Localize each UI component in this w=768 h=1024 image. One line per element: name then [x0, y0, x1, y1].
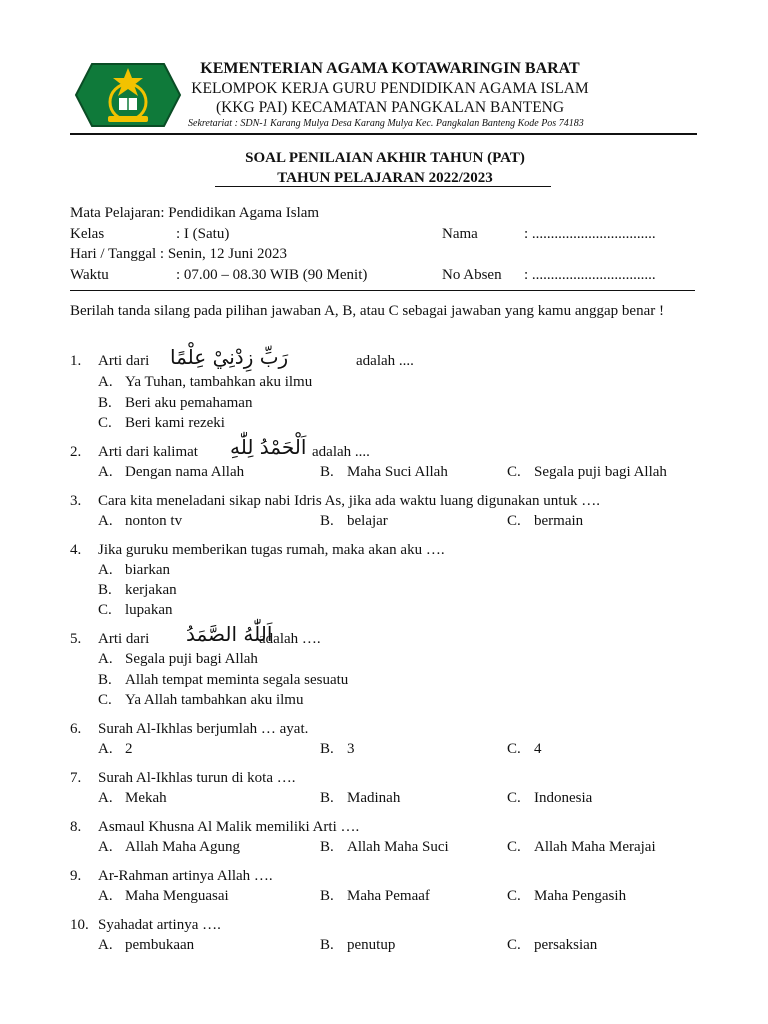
class-label: Kelas [70, 226, 105, 242]
question-text: Arti dari kalimat [98, 444, 198, 460]
time-value: : 07.00 – 08.30 WIB (90 Menit) [176, 267, 368, 283]
arabic-text: رَبِّ زِدْنِيْ عِلْمًا [170, 345, 289, 369]
subject: Mata Pelajaran: Pendidikan Agama Islam [70, 205, 320, 221]
option-letter: A. [98, 651, 113, 667]
option-text[interactable]: Indonesia [534, 790, 593, 806]
option-letter: B. [320, 741, 334, 757]
option-letter: C. [507, 464, 521, 480]
question-number: 10. [70, 917, 89, 933]
question-number: 6. [70, 721, 82, 737]
option-text[interactable]: belajar [347, 513, 388, 529]
time-label: Waktu [70, 267, 109, 283]
question-text: Syahadat artinya …. [98, 917, 221, 933]
instruction: Berilah tanda silang pada pilihan jawaban A, B, atau C sebagai jawaban yang kamu anggap benar ! [70, 303, 664, 319]
option-letter: C. [98, 692, 112, 708]
option-text[interactable]: biarkan [125, 562, 170, 578]
option-text[interactable]: persaksian [534, 937, 598, 953]
date: Hari / Tanggal : Senin, 12 Juni 2023 [70, 246, 287, 262]
option-letter: B. [320, 839, 334, 855]
question-text: Jika guruku memberikan tugas rumah, maka akan aku …. [98, 542, 445, 558]
option-text[interactable]: penutup [347, 937, 396, 953]
option-text[interactable]: Maha Menguasai [125, 888, 229, 904]
option-text[interactable]: Ya Allah tambahkan aku ilmu [125, 692, 304, 708]
question-text: Cara kita meneladani sikap nabi Idris As, jika ada waktu luang digunakan untuk …. [98, 493, 600, 509]
option-text[interactable]: Mekah [125, 790, 167, 806]
header-ministry: KEMENTERIAN AGAMA KOTAWARINGIN BARAT [200, 60, 580, 77]
option-letter: A. [98, 790, 113, 806]
title-underline [215, 186, 551, 187]
option-text[interactable]: Beri kami rezeki [125, 415, 225, 431]
option-text[interactable]: lupakan [125, 602, 173, 618]
option-text[interactable]: 2 [125, 741, 133, 757]
option-letter: B. [320, 464, 334, 480]
header-divider [70, 133, 697, 135]
option-text[interactable]: nonton tv [125, 513, 183, 529]
option-text[interactable]: Allah Maha Suci [347, 839, 449, 855]
option-letter: C. [507, 741, 521, 757]
option-text[interactable]: Dengan nama Allah [125, 464, 245, 480]
arabic-text: اَللّٰهُ الصَّمَدُ [186, 622, 273, 646]
absen-field[interactable]: : ................................. [524, 267, 656, 283]
option-text[interactable]: Segala puji bagi Allah [534, 464, 667, 480]
name-field[interactable]: : ................................. [524, 226, 656, 242]
exam-title: SOAL PENILAIAN AKHIR TAHUN (PAT) [245, 150, 525, 166]
header-subdistrict: (KKG PAI) KECAMATAN PANGKALAN BANTENG [215, 99, 565, 116]
option-letter: B. [98, 582, 112, 598]
question-text: Arti dari [98, 353, 150, 369]
option-text[interactable]: Segala puji bagi Allah [125, 651, 258, 667]
info-divider [70, 290, 695, 291]
question-number: 8. [70, 819, 82, 835]
option-letter: B. [98, 672, 112, 688]
question-text: Arti dari [98, 631, 150, 647]
option-text[interactable]: Maha Pemaaf [347, 888, 430, 904]
question-text: Surah Al-Ikhlas turun di kota …. [98, 770, 296, 786]
option-letter: C. [507, 513, 521, 529]
option-text[interactable]: Ya Tuhan, tambahkan aku ilmu [125, 374, 313, 390]
question-number: 9. [70, 868, 82, 884]
option-letter: A. [98, 741, 113, 757]
option-text[interactable]: Beri aku pemahaman [125, 395, 253, 411]
option-text[interactable]: 3 [347, 741, 355, 757]
option-letter: B. [320, 790, 334, 806]
option-letter: B. [320, 888, 334, 904]
class-value: : I (Satu) [176, 226, 230, 242]
question-text: adalah …. [259, 631, 321, 647]
option-letter: A. [98, 464, 113, 480]
option-letter: C. [507, 888, 521, 904]
question-number: 3. [70, 493, 82, 509]
option-letter: C. [98, 415, 112, 431]
option-letter: A. [98, 513, 113, 529]
question-number: 7. [70, 770, 82, 786]
question-text: Surah Al-Ikhlas berjumlah … ayat. [98, 721, 309, 737]
option-text[interactable]: Allah Maha Agung [125, 839, 240, 855]
option-text[interactable]: Maha Suci Allah [347, 464, 448, 480]
option-text[interactable]: Allah tempat meminta segala sesuatu [125, 672, 349, 688]
header-group: KELOMPOK KERJA GURU PENDIDIKAN AGAMA ISLAM [191, 80, 589, 97]
absen-label: No Absen [442, 267, 502, 283]
exam-year: TAHUN PELAJARAN 2022/2023 [277, 170, 493, 186]
option-text[interactable]: Maha Pengasih [534, 888, 627, 904]
option-text[interactable]: Madinah [347, 790, 401, 806]
option-letter: A. [98, 937, 113, 953]
option-letter: A. [98, 888, 113, 904]
kemenag-logo [70, 58, 186, 132]
question-text: Asmaul Khusna Al Malik memiliki Arti …. [98, 819, 360, 835]
question-number: 5. [70, 631, 82, 647]
option-letter: B. [320, 937, 334, 953]
name-label: Nama [442, 226, 478, 242]
question-text: adalah .... [312, 444, 370, 460]
option-letter: C. [507, 839, 521, 855]
option-text[interactable]: 4 [534, 741, 542, 757]
option-letter: A. [98, 839, 113, 855]
option-letter: C. [98, 602, 112, 618]
option-text[interactable]: bermain [534, 513, 584, 529]
arabic-text: اَلْحَمْدُ لِلّٰهِ [230, 435, 307, 459]
option-text[interactable]: pembukaan [125, 937, 195, 953]
option-letter: B. [320, 513, 334, 529]
question-number: 1. [70, 353, 82, 369]
question-text: adalah .... [356, 353, 414, 369]
option-text[interactable]: Allah Maha Merajai [534, 839, 656, 855]
option-letter: A. [98, 374, 113, 390]
question-text: Ar-Rahman artinya Allah …. [98, 868, 273, 884]
header-secretariat: Sekretariat : SDN-1 Karang Mulya Desa Karang Mulya Kec. Pangkalan Banteng Kode Pos 74183 [188, 118, 584, 129]
question-number: 4. [70, 542, 82, 558]
option-text[interactable]: kerjakan [125, 582, 177, 598]
option-letter: B. [98, 395, 112, 411]
option-letter: C. [507, 790, 521, 806]
question-number: 2. [70, 444, 82, 460]
option-letter: A. [98, 562, 113, 578]
option-letter: C. [507, 937, 521, 953]
